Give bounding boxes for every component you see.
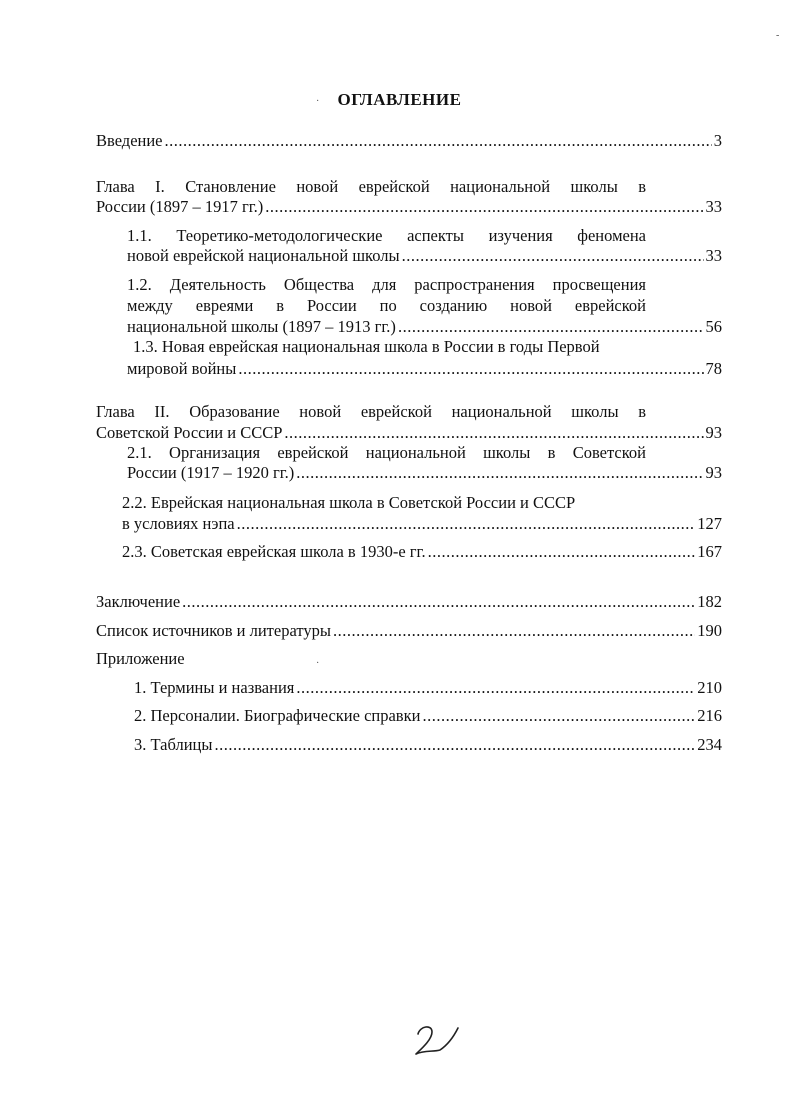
toc-entry-intro[interactable] [96, 131, 722, 151]
toc-entry-text: национальной школы (1897 – 1913 гг.) [127, 317, 396, 336]
dot-leader [296, 463, 703, 483]
dot-leader [333, 621, 695, 641]
toc-entry-conclusion[interactable] [96, 592, 722, 612]
dot-leader [296, 678, 695, 698]
scan-speck: - [776, 30, 780, 41]
toc-section-2-2[interactable] [122, 514, 722, 534]
toc-chapter-2-line1[interactable]: Глава II. Образование новой еврейской национальной школы в [96, 402, 646, 421]
toc-section-1-2-line1[interactable]: 1.2. Деятельность Общества для распространения просвещения [127, 275, 646, 294]
dot-leader [265, 197, 703, 217]
toc-section-1-1-line1[interactable]: 1.1. Теоретико-методологические аспекты изучения феномена [127, 226, 646, 245]
dot-leader [182, 592, 695, 612]
toc-entry-text: Список источников и литературы [96, 621, 331, 640]
toc-appendix-3[interactable] [134, 735, 722, 755]
toc-page-number: 167 [697, 542, 722, 561]
toc-entry-text: в условиях нэпа [122, 514, 235, 533]
scan-speck: · [316, 658, 320, 669]
toc-entry-text: мировой войны [127, 359, 237, 378]
toc-entry-text: Введение [96, 131, 163, 150]
toc-page-number: 216 [697, 706, 722, 725]
toc-section-1-3-line1[interactable]: 1.3. Новая еврейская национальная школа в России в годы Первой [133, 337, 600, 356]
toc-page-number: 182 [697, 592, 722, 611]
toc-entry-text: 2. Персоналии. Биографические справки [134, 706, 421, 725]
toc-page-number: 93 [705, 423, 722, 442]
toc-entry-text: Советской России и СССР [96, 423, 283, 442]
toc-entry-text: новой еврейской национальной школы [127, 246, 400, 265]
toc-entry-text: России (1897 – 1917 гг.) [96, 197, 264, 216]
toc-page-number: 3 [713, 131, 722, 150]
dot-leader [214, 735, 695, 755]
toc-entry-appendix[interactable]: Приложение [96, 649, 185, 668]
toc-section-2-3[interactable] [122, 542, 722, 562]
toc-page-number: 33 [705, 197, 722, 216]
toc-section-1-2-line2[interactable]: между евреями в России по созданию новой еврейской [127, 296, 646, 315]
dot-leader [237, 514, 696, 534]
toc-page-number: 33 [705, 246, 722, 265]
toc-entry-text: России (1917 – 1920 гг.) [127, 463, 295, 482]
scan-speck: · [316, 96, 320, 107]
handwritten-page-number [412, 1020, 462, 1060]
toc-section-2-1-line1[interactable]: 2.1. Организация еврейской национальной школы в Советской [127, 443, 646, 462]
toc-page-number: 210 [697, 678, 722, 697]
toc-page-number: 190 [697, 621, 722, 640]
toc-appendix-1[interactable] [134, 678, 722, 698]
toc-entry-text: 3. Таблицы [134, 735, 213, 754]
toc-section-1-1[interactable] [127, 246, 722, 266]
dot-leader [165, 131, 712, 151]
toc-chapter-2[interactable] [96, 423, 722, 443]
toc-page-number: 78 [705, 359, 722, 378]
toc-chapter-1-line1[interactable]: Глава I. Становление новой еврейской национальной школы в [96, 177, 646, 196]
toc-title: ОГЛАВЛЕНИЕ [337, 90, 462, 109]
dot-leader [398, 317, 704, 337]
toc-appendix-2[interactable] [134, 706, 722, 726]
toc-page-number: 93 [705, 463, 722, 482]
toc-chapter-1[interactable] [96, 197, 722, 217]
toc-entry-text: 2.3. Советская еврейская школа в 1930-е гг. [122, 542, 426, 561]
dot-leader [428, 542, 696, 562]
toc-section-1-2[interactable] [127, 317, 722, 337]
toc-page-number: 56 [705, 317, 722, 336]
toc-entry-sources[interactable] [96, 621, 722, 641]
toc-section-1-3[interactable] [127, 359, 722, 379]
toc-page-number: 127 [697, 514, 722, 533]
dot-leader [402, 246, 704, 266]
dot-leader [422, 706, 695, 726]
toc-section-2-2-line1[interactable]: 2.2. Еврейская национальная школа в Советской России и СССР [122, 493, 576, 512]
toc-entry-text: 1. Термины и названия [134, 678, 295, 697]
toc-page-number: 234 [697, 735, 722, 754]
dot-leader [284, 423, 703, 443]
toc-section-2-1[interactable] [127, 463, 722, 483]
toc-entry-text: Заключение [96, 592, 181, 611]
dot-leader [238, 359, 703, 379]
